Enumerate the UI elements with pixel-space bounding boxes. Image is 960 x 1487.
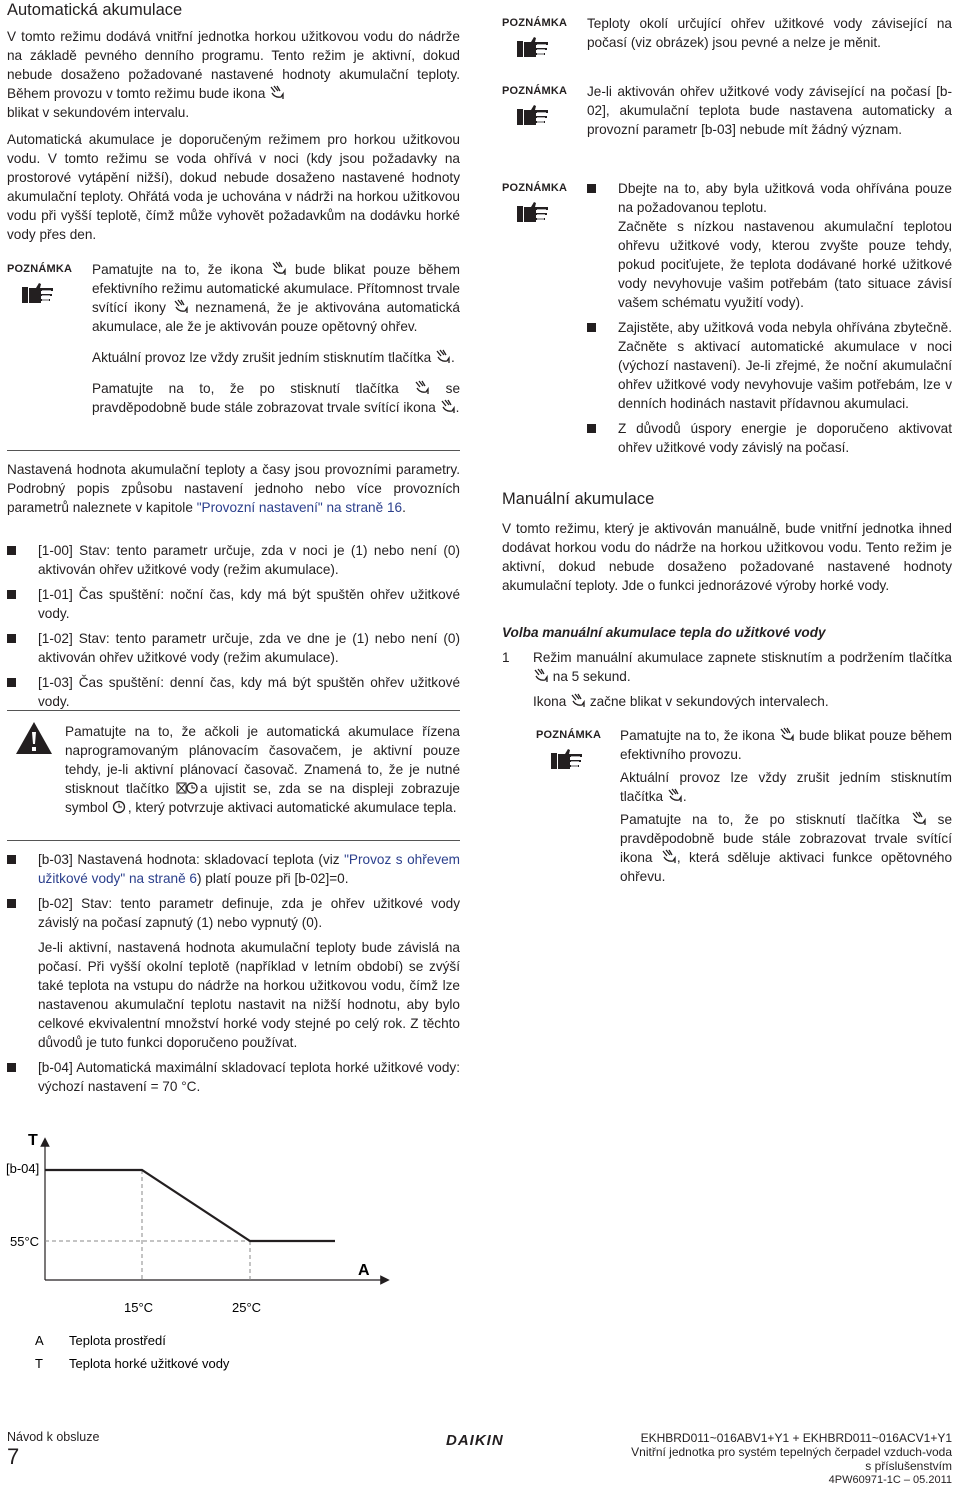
legend-key: A [35,1333,44,1348]
step-text: Režim manuální akumulace zapnete stisknutím a podržením tlačítka na 5 sekund. [533,650,952,684]
warning-paragraph: Pamatujte na to, že ačkoli je automatická akumulace řízena naprogramovaným plánovacím časovačem, je aktivní pouze tehdy, je-li aktivní plánovací časovač. Znamená to, že je nutné stisknout tlačítko a ujistit se, zda se na displeji zobrazuje symbol , který potvrzuje aktivaci automatické akumulace tepla. [65,724,460,815]
hot-water-button-icon [533,668,549,683]
pointing-hand-icon [516,201,550,223]
hot-water-button-icon [667,788,683,803]
manual-paragraph: V tomto režimu, který je aktivován manuálně, bude vnitřní jednotka ihned dodávat horkou vodu do nádrže na horkou užitkovou vodu. Tento režim je aktivní, dokud nebude dosaženo požadované nastavené hodnoty akumulační teploty. Jde o funkci jednorázové výroby horké vody. [502,521,952,593]
list-item: Zajistěte, aby užitková voda nebyla ohřívána zbytečně. Začněte s aktivací automatické akumulace v noci (výchozí nastavení). Je-li zřejmé, že noční akumulační ohřev užitkové vody nevyhovuje vašim potřebám, lze v denních hodinách nastavit přídavnou akumulaci. [587,318,952,413]
list-item: [b-02] Stav: tento parametr definuje, zda je ohřev užitkové vody závislý na počasí zapnutý (1) nebo vypnutý (0). [7,894,460,932]
link-hot-water-operation[interactable]: "Provoz s ohřevem užitkové vody" na straně 6 [38,852,461,886]
pointing-hand-icon [550,748,584,770]
note-manual-para1: Pamatujte na to, že ikona bude blikat pouze během efektivního provozu. [620,728,952,762]
footer-doc-code: 4PW60971-1C – 05.2011 [828,1474,952,1486]
bullet-square [7,590,16,599]
b-parameter-list [7,850,460,1096]
note-tips-list [587,179,952,457]
list-item: [1-01] Čas spuštění: noční čas, kdy má být spuštěn ohřev užitkové vody. [7,585,460,623]
list-item: Z důvodů úspory energie je doporučeno aktivovat ohřev užitkové vody závislý na počasí. [587,419,952,457]
clock-icon [112,800,128,815]
hot-water-button-icon [911,811,927,826]
footer-left [7,1430,99,1470]
bullet-square [7,855,16,864]
list-item: [b-03] Nastavená hodnota: skladovací teplota (viz "Provoz s ohřevem užitkové vody" na straně 6) platí pouze při [b-02]=0. [7,850,460,888]
note-auto-para2: Aktuální provoz lze vždy zrušit jedním stisknutím tlačítka . [92,350,455,365]
footer-right [631,1431,952,1487]
bullet-square [587,184,596,193]
note-label: POZNÁMKA [7,263,73,275]
list-item: [1-02] Stav: tento parametr určuje, zda ve dne je (1) nebo není (0) aktivován ohřev užitkové vody (režim akumulace). [7,629,460,667]
note-tips [502,179,952,457]
x-tick-label: 25°C [232,1300,262,1315]
hot-water-icon [271,261,287,276]
bullet-square [7,1063,16,1072]
manual-subtitle: Volba manuální akumulace tepla do užitkové vody [502,625,826,640]
hot-water-button-icon [435,349,451,364]
bullet-square [587,323,596,332]
b02-detail-paragraph: Je-li aktivní, nastavená hodnota akumulační teploty bude závislá na počasí. Při vyšší okolní teplotě (například v letním období) se zvýší také teplota na vstupu do nádrže na horkou užitkovou vodu, čímž lze nastavenou akumulační teplotu nastavit na nižší hodnotu, aby bylo celkové ekvivalentní množství horké vody stejné po celý rok. Z těchto důvodů je tuto funkci doporučeno používat. [38,940,460,1050]
series-line [45,1170,335,1241]
x-axis-letter: A [358,1262,370,1279]
legend-text: Teplota prostředí [69,1333,166,1348]
divider [7,840,460,841]
list-item: Dbejte na to, aby byla užitková voda ohřívána pouze na požadovanou teplotu. Začněte s nízkou nastavenou akumulační teplotou ohřevu užitkové vody, kterou zvyšte pouze tehdy, pokud pociťujete, že teplota dodávané horké užitkové vody nevyhovuje vašim potřebám (tato situace závisí vašem schématu využití vody). [587,179,952,312]
bullet-square [7,634,16,643]
auto-recommended-paragraph: Automatická akumulace je doporučeným režimem pro horkou užitkovou vodu. V tomto režimu se voda ohřívá v noci (kdy jsou požadavky na prostorové vytápění nižší), dokud nebude dosaženo nastavené hodnoty akumulační teploty. Ohřátá voda je uchována v nádrži na horkou užitkovou vodu při vyšší teplotě, čímž může vyhovět požadavkům na dodávku horké vody přes den. [7,132,460,242]
hot-water-icon [173,299,189,314]
section-title-manual: Manuální akumulace [502,490,655,508]
legend-text: Teplota horké užitkové vody [69,1356,230,1371]
hot-water-icon [779,727,795,742]
y-axis-letter: T [28,1132,38,1149]
daikin-logo: DAIKIN [446,1432,504,1449]
footer-description-2: s příslušenstvím [865,1459,952,1473]
note-manual-para2: Aktuální provoz lze vždy zrušit jedním stisknutím tlačítka . [620,770,952,804]
note-label: POZNÁMKA [502,182,568,194]
note-label: POZNÁMKA [502,17,568,29]
legend-key: T [35,1356,43,1371]
manual-step [502,648,952,711]
timer-button-icon [176,781,192,796]
list-item: [1-00] Stav: tento parametr určuje, zda v noci je (1) nebo není (0) aktivován ohřev užitkové vody (režim akumulace). [7,541,460,579]
x-tick-label: 15°C [124,1300,154,1315]
weather-dependent-chart [0,1120,460,1380]
pointing-hand-icon [516,104,550,126]
pointing-hand-icon [516,36,550,58]
hot-water-icon [440,399,456,414]
list-item: [b-04] Automatická maximální skladovací teplota horké užitkové vody: výchozí nastavení = 70 °C. [7,1058,460,1096]
link-operating-settings[interactable]: "Provozní nastavení" na straně 16 [196,500,403,515]
list-item: [1-03] Čas spuštění: denní čas, kdy má být spuštěn ohřev užitkové vody. [7,673,460,711]
y-tick-label: 55°C [10,1234,40,1249]
footer-model: EKHBRD011~016ABV1+Y1 + EKHBRD011~016ACV1+Y1 [640,1431,952,1445]
note-label: POZNÁMKA [502,85,568,97]
note-manual-para3: Pamatujte na to, že po stisknutí tlačítka se pravděpodobně bude stále zobrazovat trvale svítící ikona , která sděluje aktivaci funkce opětovného ohřevu. [620,812,953,884]
hot-water-icon [570,693,586,708]
pointing-hand-icon [21,282,55,304]
bullet-square [7,678,16,687]
hot-water-icon [269,85,285,100]
hot-water-icon [661,849,677,864]
page-number: 7 [7,1444,20,1469]
auto-intro-paragraph: V tomto režimu dodává vnitřní jednotka horkou užitkovou vodu do nádrže na základě pevného denního programu. Tento režim je aktivní, dokud nebude dosaženo požadované nastavené hodnoty akumulační teploty. Během provozu v tomto režimu bude ikona blikat v sekundovém intervalu. [7,29,460,120]
section-title-automatic: Automatická akumulace [7,1,183,19]
note-manual [502,726,952,886]
note-auto [7,260,460,417]
step-number: 1 [502,650,510,665]
divider [7,710,460,711]
note-auto-para3: Pamatujte na to, že po stisknutí tlačítka se pravděpodobně bude stále zobrazovat trvale svítící ikona . [92,381,461,415]
note-label: POZNÁMKA [536,729,602,741]
parameter-list [7,541,460,711]
divider [7,450,460,451]
note-fixed-temps [502,14,952,52]
note-b03-text: Je-li aktivován ohřev užitkové vody závisející na počasí [b-02], akumulační teplota bude nastavena automaticky a provozní parametr [b-03] nebude mít žádný význam. [587,84,952,137]
y-tick-label: [b-04] [6,1161,40,1176]
note-manual-body [620,726,952,886]
note-b03 [502,82,952,139]
step-subtext: Ikona začne blikat v sekundových intervalech. [533,694,829,709]
bullet-square [7,546,16,555]
bullet-square [7,899,16,908]
footer-doc-title: Návod k obsluze [7,1430,100,1444]
bullet-square [587,424,596,433]
note-auto-para1: Pamatujte na to, že ikona bude blikat pouze během efektivního režimu automatické akumulace. Přítomnost trvale svítící ikony neznamená, že je aktivována automatická akumulace, ale že je aktivován pouze opětovný ohřev. [92,262,460,334]
footer-description: Vnitřní jednotka pro systém tepelných čerpadel vzduch-voda [631,1445,952,1459]
parameters-paragraph: Nastavená hodnota akumulační teploty a časy jsou provozními parametry. Podrobný popis způsobu nastavení jednoho nebo více provozních parametrů naleznete v kapitole "Provozní nastavení" na straně 16. [7,462,460,515]
hot-water-button-icon [414,380,430,395]
note-fixed-temps-text: Teploty okolí určující ohřev užitkové vody závisející na počasí (viz obrázek) jsou pevné a nelze je měnit. [587,16,952,50]
warning-icon [15,721,53,755]
